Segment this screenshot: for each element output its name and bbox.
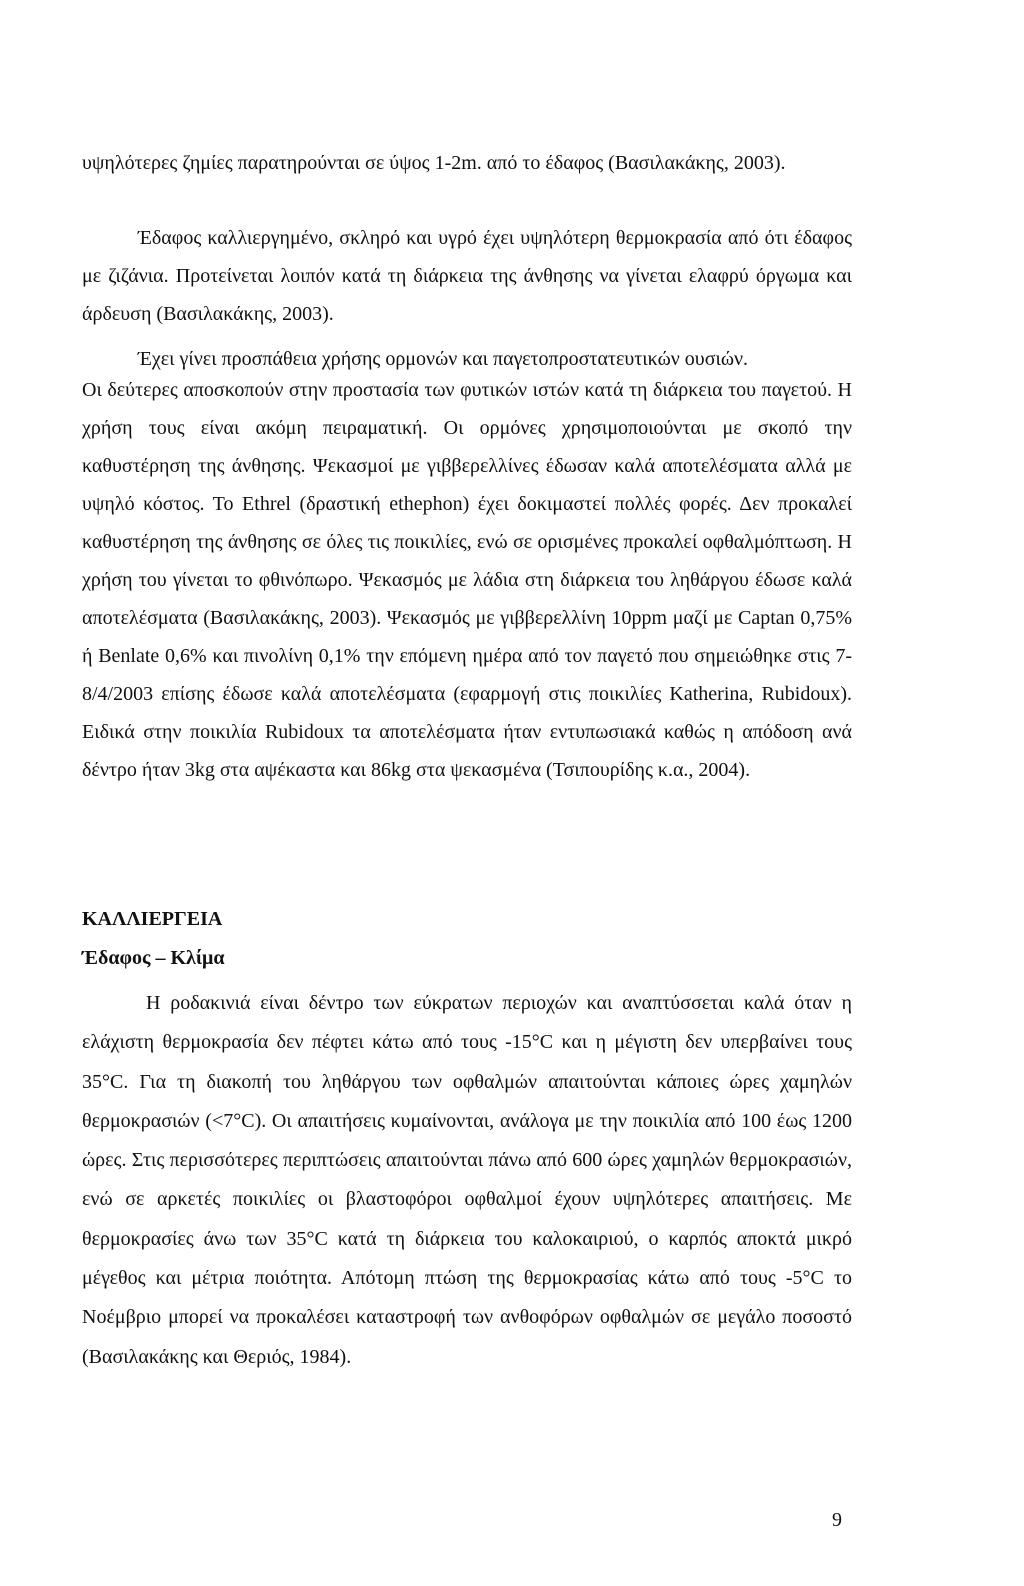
paragraph-frost-protection: Οι δεύτερες αποσκοπούν στην προστασία των φυτικών ιστών κατά τη διάρκεια του παγετού. Η χρήση τους είναι ακόμη πειραματική. Οι ορμόνες χρησιμοποιούνται με σκοπό την καθυστέρηση της άνθησης. Ψεκασμοί με γιββερελλίνες έδωσαν καλά αποτελέσματα αλλά με υψηλό κόστος. Το Ethrel (δραστική ethephon) έχει δοκιμαστεί πολλές φορές. Δεν προκαλεί καθυστέρηση της άνθησης σε όλες τις ποικιλίες, ενώ σε ορισμένες προκαλεί οφθαλμόπτωση. Η χρήση του γίνεται το φθινόπωρο. Ψεκασμός με λάδια στη διάρκεια του ληθάργου έδωσε καλά αποτελέσματα (Βασιλακάκης, 2003). Ψεκασμός με γιββερελλίνη 10ppm μαζί με Captan 0,75% ή Benlate 0,6% και πινολίνη 0,1% την επόμενη ημέρα από τον παγετό που σημειώθηκε στις 7-8/4/2003 επίσης έδωσε καλά αποτελέσματα (εφαρμογή στις ποικιλίες Katherina, Rubidoux). Ειδικά στην ποικιλία Rubidoux τα αποτελέσματα ήταν εντυπωσιακά καθώς η απόδοση ανά δέντρο ήταν 3kg στα αψέκαστα και 86kg στα ψεκασμένα (Τσιπουρίδης κ.α., 2004).: [82, 379, 852, 781]
paragraph-cultivated-soil: Έδαφος καλλιεργημένο, σκληρό και υγρό έχει υψηλότερη θερμοκρασία από ότι έδαφος με ζιζάνια. Προτείνεται λοιπόν κατά τη διάρκεια της άνθησης να γίνεται ελαφρύ όργωμα και άρδευση (Βασιλακάκης, 2003).: [82, 227, 852, 325]
paragraph-hormones-intro: Έχει γίνει προσπάθεια χρήσης ορμονών και παγετοπροστατευτικών ουσιών.: [138, 348, 749, 370]
paragraph-soil-climate: Η ροδακινιά είναι δέντρο των εύκρατων περιοχών και αναπτύσσεται καλά όταν η ελάχιστη θερμοκρασία δεν πέφτει κάτω από τους -15°C και η μέγιστη δεν υπερβαίνει τους 35°C. Για τη διακοπή του ληθάργου των οφθαλμών απαιτούνται κάποιες ώρες χαμηλών θερμοκρασιών (<7°C). Οι απαιτήσεις κυμαίνονται, ανάλογα με την ποικιλία από 100 έως 1200 ώρες. Στις περισσότερες περιπτώσεις απαιτούνται πάνω από 600 ώρες χαμηλών θερμοκρασιών, ενώ σε αρκετές ποικιλίες οι βλαστοφόροι οφθαλμοί έχουν υψηλότερες απαιτήσεις. Με θερμοκρασίες άνω των 35°C κατά τη διάρκεια του καλοκαιριού, ο καρπός αποκτά μικρό μέγεθος και μέτρια ποιότητα. Απότομη πτώση της θερμοκρασίας κάτω από τους -5°C το Νοέμβριο μπορεί να προκαλέσει καταστροφή των ανθοφόρων οφθαλμών σε μεγάλο ποσοστό (Βασιλακάκης και Θεριός, 1984).: [82, 992, 852, 1368]
paragraph-damage-height: υψηλότερες ζημίες παρατηρούνται σε ύψος 1-2m. από το έδαφος (Βασιλακάκης, 2003).: [82, 152, 786, 174]
subsection-heading: Έδαφος – Κλίμα: [82, 947, 225, 969]
section-heading: ΚΑΛΛΙΕΡΓΕΙΑ: [82, 908, 223, 930]
page-number: 9: [832, 1509, 842, 1531]
